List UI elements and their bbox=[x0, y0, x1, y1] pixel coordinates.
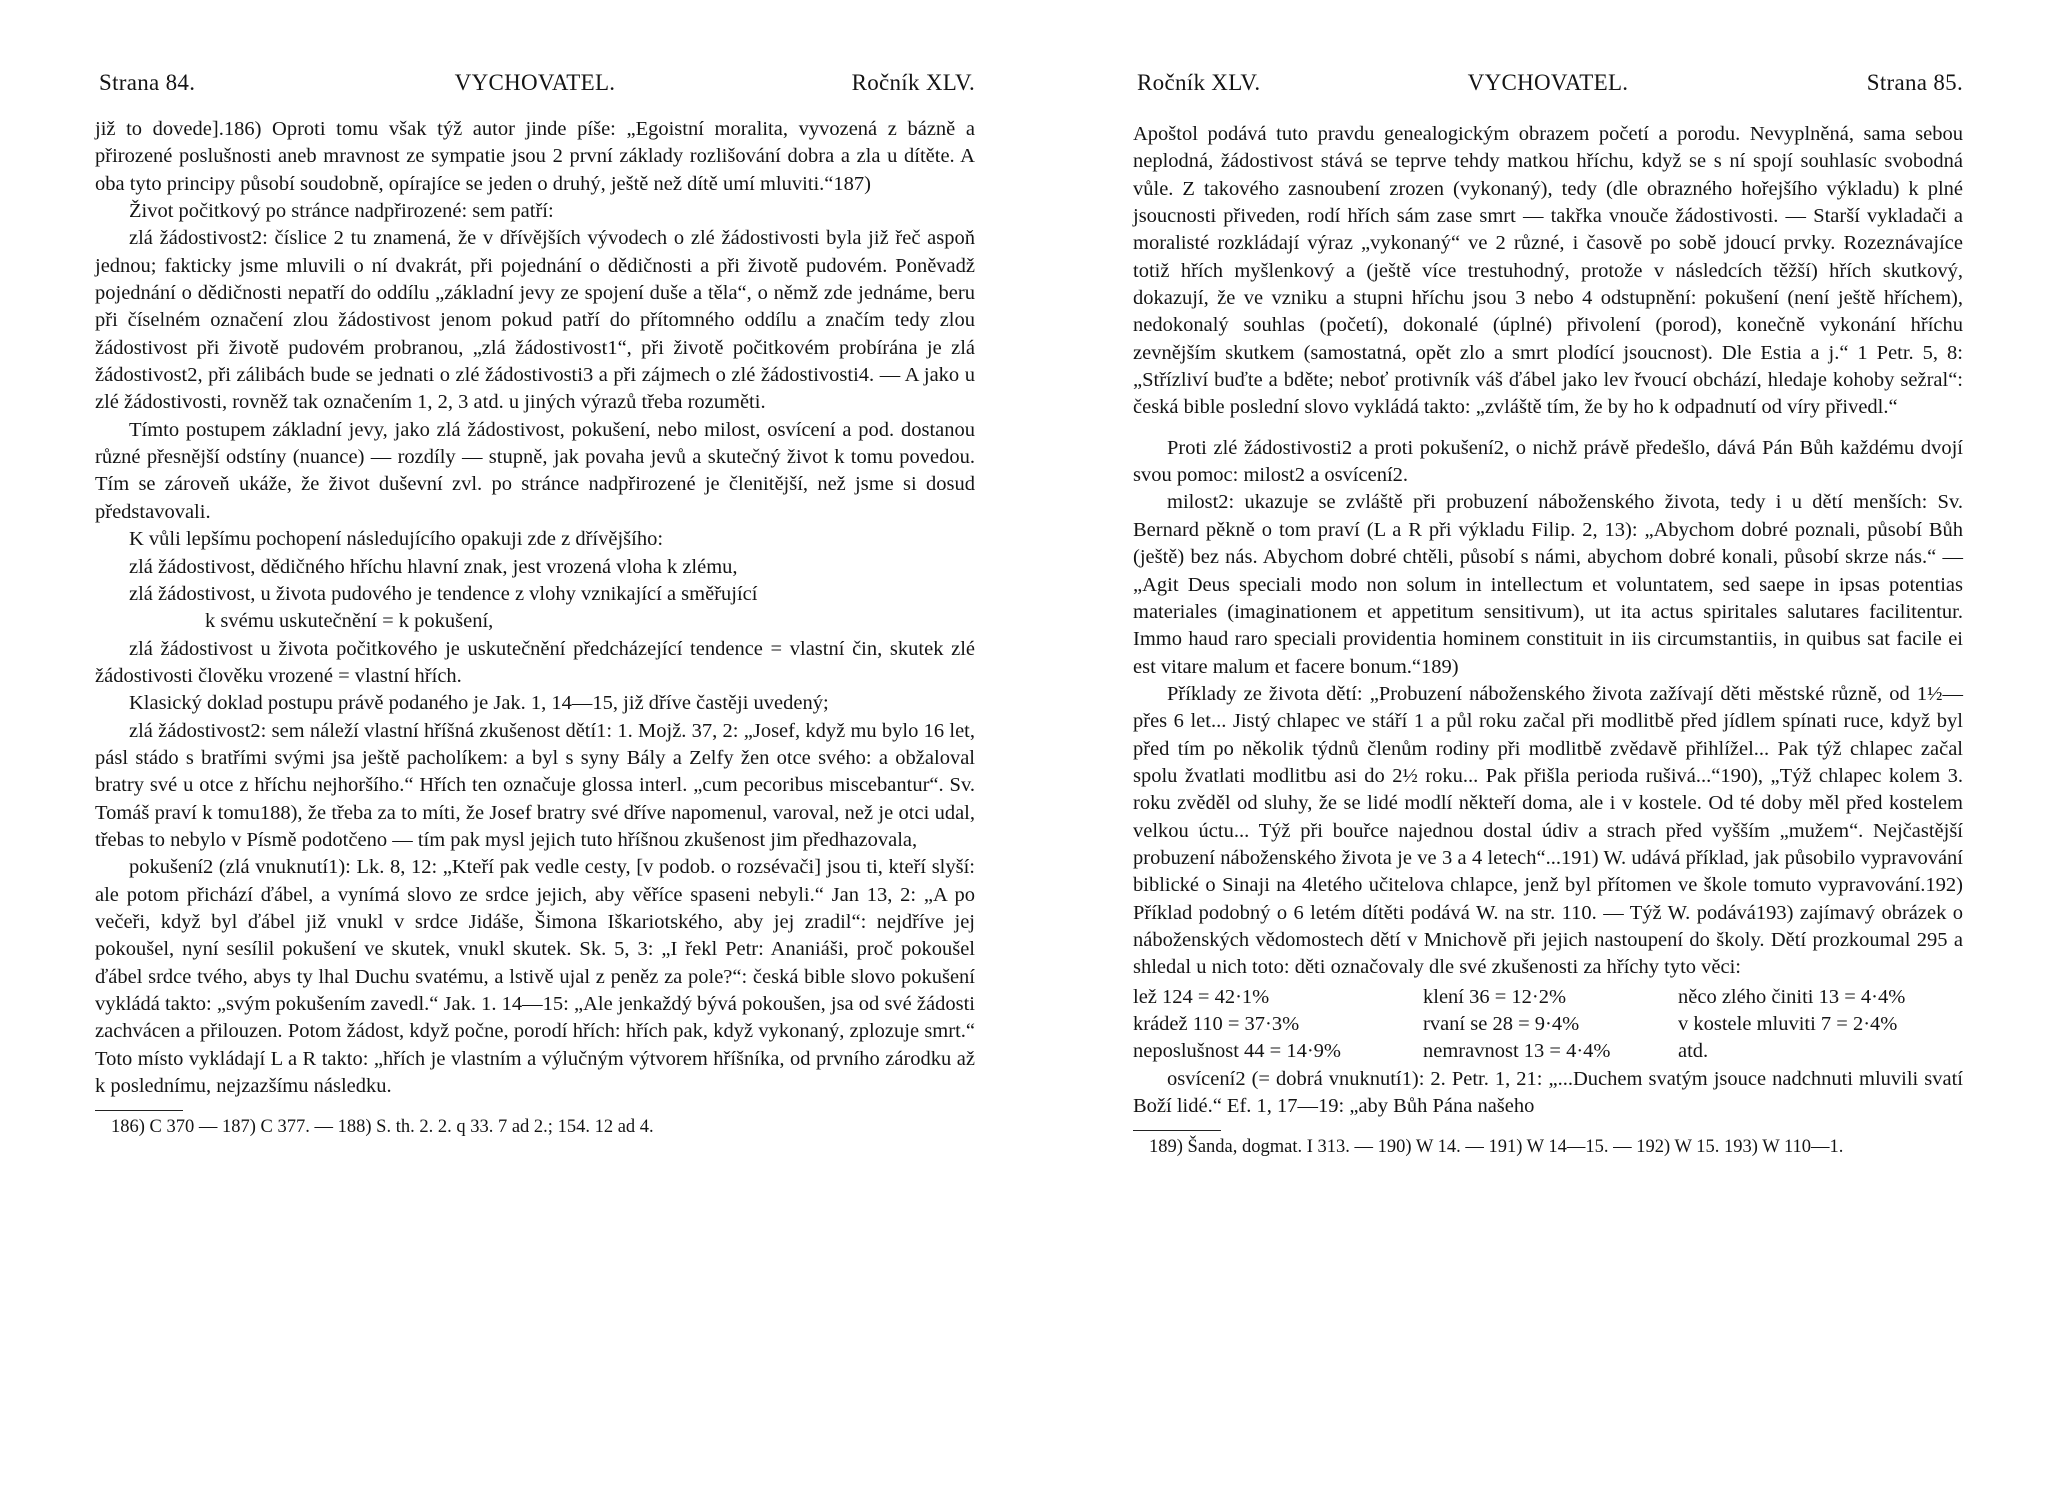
tally-cell: neposlušnost 44 = 14·9% bbox=[1133, 1040, 1342, 1063]
journal-title: VYCHOVATEL. bbox=[1467, 70, 1629, 95]
footnotes: 186) C 370 — 187) C 377. — 188) S. th. 2. 2. q 33. 7 ad 2.; 154. 12 ad 4. bbox=[111, 1117, 654, 1138]
volume-label: Ročník XLV. bbox=[1137, 70, 1261, 95]
journal-title: VYCHOVATEL. bbox=[454, 70, 616, 95]
paragraph: zlá žádostivost, dědičného hříchu hlavní znak, jest vrozená vloha k zlému, bbox=[129, 555, 738, 578]
right-page bbox=[1133, 60, 1963, 1160]
tally-cell: lež 124 = 42·1% bbox=[1133, 985, 1270, 1008]
paragraph: pokušení2 (zlá vnuknutí1): Lk. 8, 12: „Kteří pak vedle cesty, [v podob. o rozsévači] jsou ti, kteří slyší: ale potom přichází ďábel, a vynímá slovo ze srdce jejich, aby věříce spaseni nebyli.“ Jan 13, 2: „A po večeři, když byl ďábel již vnukl v srdce Jidáše, Šimona Iškariotského, aby jej zradil“: nejdříve jej pokoušel, nyní sesílil pokušení ve skutek, vnukl skutek. Sk. 5, 3: „I řekl Petr: Ananiáši, proč pokoušel ďábel srdce tvého, abys ty lhal Duchu svatému, a lstivě ujal z peněz za pole?“: česká bible slovo pokušení vykládá takto: „svým pokušením zavedl.“ Jak. 1. 14—15: „Ale jenkaždý bývá pokoušen, jsa od své žádosti zachvácen a přilouzen. Potom žádost, když počne, porodí hřích: hřích pak, když vykonaný, zplozuje smrt.“ Toto místo vykládají L a R takto: „hřích je vlastním a výlučným výtvorem hříšníka, od prvního zárodku až k poslednímu, nejzazšímu následku. bbox=[95, 856, 975, 1098]
paragraph: Klasický doklad postupu právě podaného je Jak. 1, 14—15, již dříve častěji uvedený; bbox=[129, 692, 829, 715]
tally-cell: rvaní se 28 = 9·4% bbox=[1423, 1013, 1580, 1035]
paragraph: zlá žádostivost u života počitkového je uskutečnění předcházející tendence = vlastní čin, skutek zlé žádostivosti člověku vrozené = vlastní hřích. bbox=[95, 637, 975, 687]
paragraph: zlá žádostivost, u života pudového je tendence z vlohy vznikající a směřující bbox=[129, 582, 758, 605]
paragraph: zlá žádostivost2: sem náleží vlastní hříšná zkušenost dětí1: 1. Mojž. 37, 2: „Josef, když mu bylo 16 let, pásl stádo s bratřími svými jsa ještě pacholíkem: a byl s syny Bály a Zelfy žen otce svého: a obžaloval bratry své u otce z hříchu nejhoršího.“ Hřích ten označuje glossa interl. „cum pecoribus miscebantur“. Sv. Tomáš praví k tomu188), že třeba za to míti, že Josef bratry své dříve napomenul, varoval, než je otci udal, třebas to nebylo v Písmě podotčeno — tím pak mysl jejich tuto hříšnou zkušenost jim předhazovala, bbox=[95, 719, 975, 851]
left-running-head bbox=[95, 60, 975, 100]
tally-cell: krádež 110 = 37·3% bbox=[1133, 1013, 1300, 1035]
page-number-label: Strana 84. bbox=[99, 70, 196, 95]
left-body-text bbox=[95, 116, 975, 1140]
volume-label: Ročník XLV. bbox=[851, 70, 975, 95]
paragraph: Proti zlé žádostivosti2 a proti pokušení2, o nichž právě předešlo, dává Pán Bůh každému dvojí svou pomoc: milost2 a osvícení2. bbox=[1133, 436, 1963, 487]
paragraph: zlá žádostivost2: číslice 2 tu znamená, že v dřívějších vývodech o zlé žádostivosti byla již řeč aspoň jednou; fakticky jsme mluvili o ní dvakrát, při pojednání o dědičnosti a při životě pudovém. Poněvadž pojednání o dědičnosti nepatří do oddílu „základní jevy ze spojení duše a těla“, o němž zde jednáme, beru při číselném označení zlou žádostivost jenom pokud patří do přítomného oddílu a značím tedy zlou žádostivost při životě pudovém probranou, „zlá žádostivost1“, při životě počitkovém probírána je zlá žádostivost2, při zálibách bude se jednati o zlé žádostivosti3 a při zájmech o zlé žádostivosti4. — A jako u zlé žádostivosti, rovněž tak označením 1, 2, 3 atd. u jiných výrazů třeba rozuměti. bbox=[95, 227, 975, 414]
tally-cell: v kostele mluviti 7 = 2·4% bbox=[1678, 1013, 1898, 1035]
paragraph: K vůli lepšímu pochopení následujícího opakuji zde z dřívějšího: bbox=[129, 528, 664, 551]
paragraph: milost2: ukazuje se zvláště při probuzení náboženského života, tedy i u dětí menších: Sv. Bernard pěkně o tom praví (L a R při výkladu Filip. 2, 13): „Abychom dobré poznali, působí Bůh (ještě) bez nás. Abychom dobré chtěli, působí s námi, abychom dobré konali, působí skrze nás.“ — „Agit Deus speciali modo non solum in intellectum et voluntatem, sed saepe in ipsas potentias materiales (imaginationem et appetitum sensitivum), ut ita actus spiritales salutares facilitentur. Immo haud raro speciali providentia hominem constituit in iis circumstantiis, in quibus sat facile ei est vitare malum et facere bonum.“189) bbox=[1133, 491, 1963, 678]
paragraph: Život počitkový po stránce nadpřirozené: sem patří: bbox=[129, 200, 554, 223]
footnotes: 189) Šanda, dogmat. I 313. — 190) W 14. — 191) W 14—15. — 192) W 15. 193) W 110—1. bbox=[1149, 1137, 1844, 1158]
paragraph: Příklady ze života dětí: „Probuzení náboženského života zažívají děti městské různě, od 1½—přes 6 let... Jistý chlapec ve stáří 1 a půl roku začal při modlitbě před jídlem spínati ruce, když byl před tím po několik týdnů členům rodiny při modlitbě zvědavě přihlížel... Pak týž chlapec začal spolu žvatlati modlitbu asi do 2½ roku... Pak přišla perioda rušivá...“190), „Týž chlapec kolem 3. roku zvěděl od sluhy, že se lidé modlí někteří doma, ale i v kostele. Od té doby měl před kostelem velkou úctu... Týž při bouřce najednou dostal údiv a strach před vyšším „mužem“. Nejčastější probuzení náboženského života je ve 3 a 4 letech“...191) W. udává příklad, jak působilo vypravování biblické o Sinaji na 4letého učitelova chlapce, jenž byl přítomen ve škole tomuto vypravování.192) Příklad podobný o 6 letém dítěti podává W. na str. 110. — Týž W. podává193) zajímavý obrázek o náboženských vědomostech dětí v Mnichově při jejich nastoupení do školy. Dětí prozkoumal 295 a shledal u nich toto: děti označovaly dle své zkušenosti za hříchy tyto věci: bbox=[1133, 682, 1963, 979]
left-page bbox=[95, 60, 975, 1140]
paragraph: Tímto postupem základní jevy, jako zlá žádostivost, pokušení, nebo milost, osvícení a pod. dostanou různé přesnější odstíny (nuance) — rozdíly — stupně, jak povaha jevů a skutečný život k tomu povedou. Tím se zároveň ukáže, že život duševní zvl. po stránce nadpřirozené je členitější, než jsme si dosud představovali. bbox=[95, 418, 975, 523]
tally-cell: něco zlého činiti 13 = 4·4% bbox=[1678, 985, 1906, 1008]
footnote-rule bbox=[1133, 1130, 1221, 1131]
tally-cell: klení 36 = 12·2% bbox=[1423, 985, 1567, 1008]
paragraph: k svému uskutečnění = k pokušení, bbox=[205, 610, 494, 633]
right-running-head bbox=[1133, 60, 1963, 100]
paragraph: osvícení2 (= dobrá vnuknutí1): 2. Petr. 1, 21: „...Duchem svatým jsouce nadchnuti mluvili svatí Boží lidé.“ Ef. 1, 17—19: „aby Bůh Pána našeho bbox=[1133, 1067, 1963, 1118]
tally-cell: atd. bbox=[1678, 1040, 1709, 1063]
right-body-text bbox=[1133, 121, 1963, 1160]
page-number-label: Strana 85. bbox=[1866, 70, 1963, 95]
sin-tally-table bbox=[1133, 984, 1963, 1066]
footnote-rule bbox=[95, 1110, 183, 1111]
paragraph: Apoštol podává tuto pravdu genealogickým obrazem početí a porodu. Nevyplněná, sama sebou neplodná, žádostivost stává se teprve tehdy matkou hříchu, když se s ní spojí souhlasíc svobodná vůle. Z takového zasnoubení zrozen (vykonaný), tedy (dle obrazného hořejšího výkladu) k plné jsoucnosti přiveden, rodí hřích sám zase smrt — takřka vnouče žádostivosti. — Starší vykladači a moralisté rozkládají výraz „vykonaný“ ve 2 různé, i časově po sobě jdoucí prvky. Rozeznávajíce totiž hřích myšlenkový a (ještě více trestuhodný, protože v následcích těžší) hřích skutkový, dokazují, že ve vzniku a stupni hříchu jsou 3 nebo 4 odstupnění: pokušení (není ještě hříchem), nedokonalý souhlas (početí), dokonalé (úplné) přivolení (porod), konečně vykonání hříchu zevnějším skutkem (samostatná, opět zlo a smrt plodící jsoucnost). Dle Estia a j.“ 1 Petr. 5, 8: „Střízliví buďte a bděte; neboť protivník váš ďábel jako lev řvoucí obchází, hledaje kohoby sežral“: česká bible poslední slovo vykládá takto: „zvláště tím, že by ho k odpadnutí od víry přivedl.“ bbox=[1133, 123, 1963, 419]
paragraph: již to dovede].186) Oproti tomu však týž autor jinde píše: „Egoistní moralita, vyvozená z bázně a přirozené poslušnosti aneb mravnost ze sympatie jsou 2 první základy rozlišování dobra a zla u dítěte. A oba tyto principy působí soudobně, opírajíce se jeden o druhý, ještě než dítě umí mluviti.“187) bbox=[95, 118, 975, 195]
tally-cell: nemravnost 13 = 4·4% bbox=[1423, 1040, 1611, 1063]
